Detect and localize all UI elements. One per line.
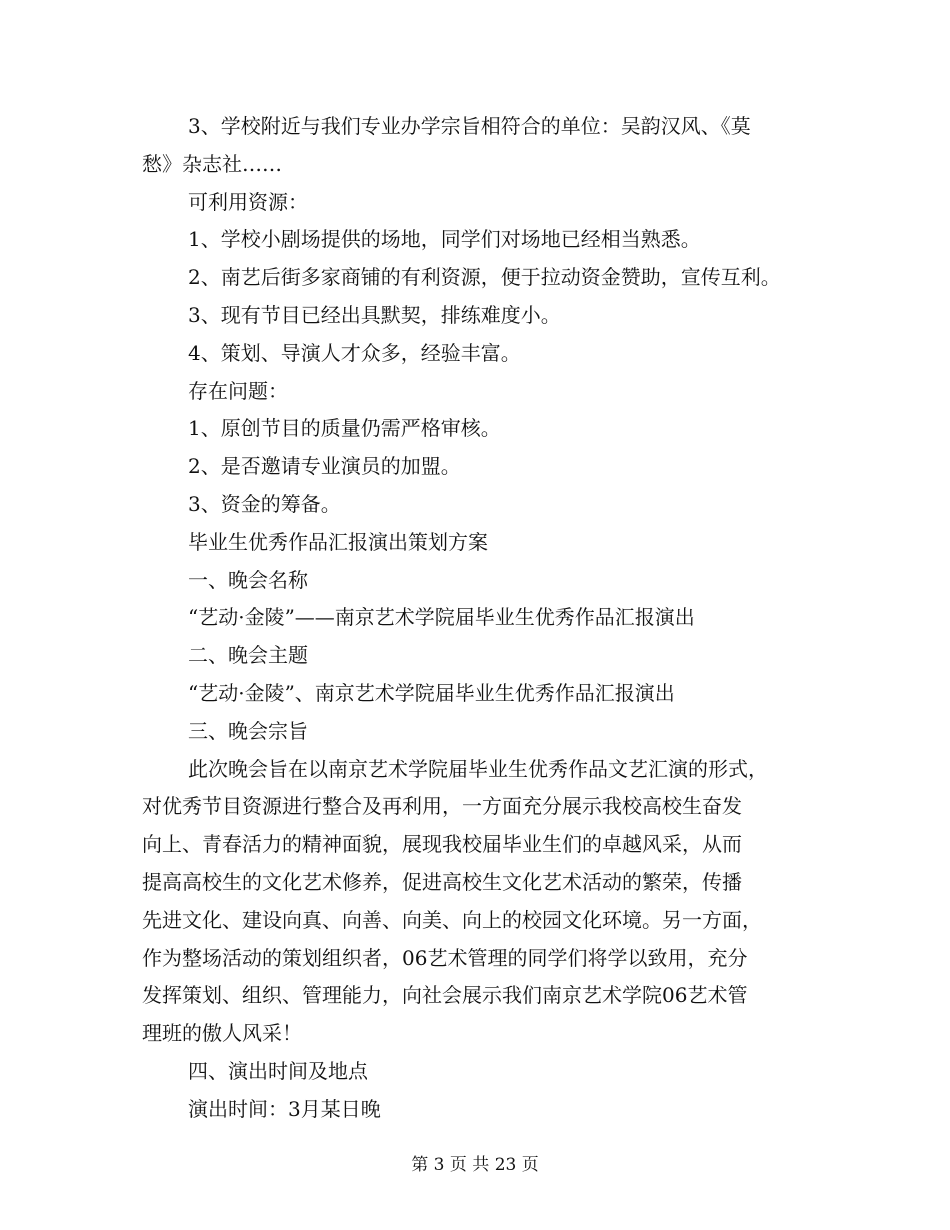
text-line: 三、晚会宗旨 (188, 718, 308, 743)
text-line: 1、学校小剧场提供的场地，同学们对场地已经相当熟悉。 (188, 227, 701, 252)
text-line: 提高高校生的文化艺术修养，促进高校生文化艺术活动的繁荣，传播 (142, 869, 742, 894)
text-line: 3、现有节目已经出具默契，排练难度小。 (188, 302, 561, 327)
text-line: 发挥策划、组织、管理能力，向社会展示我们南京艺术学院06艺术管 (142, 983, 748, 1008)
text-line: 此次晚会旨在以南京艺术学院届毕业生优秀作品文艺汇演的形式， (188, 756, 768, 781)
text-line: 毕业生优秀作品汇报演出策划方案 (188, 529, 488, 554)
text-line: 作为整场活动的策划组织者，06艺术管理的同学们将学以致用，充分 (142, 945, 748, 970)
text-line: 1、原创节目的质量仍需严格审核。 (188, 416, 501, 441)
text-line: 对优秀节目资源进行整合及再利用，一方面充分展示我校高校生奋发 (142, 794, 742, 819)
text-line: 2、南艺后街多家商铺的有利资源，便于拉动资金赞助，宣传互利。 (188, 265, 781, 290)
text-line: 一、晚会名称 (188, 567, 308, 592)
text-line: “艺动·金陵”——南京艺术学院届毕业生优秀作品汇报演出 (188, 605, 695, 630)
text-line: “艺动·金陵”、南京艺术学院届毕业生优秀作品汇报演出 (188, 680, 675, 705)
text-line: 演出时间：3月某日晚 (188, 1096, 381, 1121)
text-line: 先进文化、建设向真、向善、向美、向上的校园文化环境。另一方面， (142, 907, 762, 932)
text-line: 4、策划、导演人才众多，经验丰富。 (188, 340, 521, 365)
text-line: 2、是否邀请专业演员的加盟。 (188, 454, 461, 479)
document-body (142, 108, 832, 1129)
text-line: 存在问题： (188, 378, 288, 403)
text-line: 四、演出时间及地点 (188, 1058, 368, 1083)
text-line: 可利用资源： (188, 189, 308, 214)
text-line: 理班的傲人风采！ (142, 1021, 302, 1046)
page-footer: 第 3 页 共 23 页 (411, 1155, 539, 1175)
text-line: 愁》杂志社…… (142, 151, 282, 176)
text-line: 向上、青春活力的精神面貌，展现我校届毕业生们的卓越风采，从而 (142, 832, 742, 857)
text-line: 二、晚会主题 (188, 643, 308, 668)
text-line: 3、学校附近与我们专业办学宗旨相符合的单位：吴韵汉风、《莫 (188, 114, 751, 138)
text-line: 3、资金的筹备。 (188, 491, 341, 516)
